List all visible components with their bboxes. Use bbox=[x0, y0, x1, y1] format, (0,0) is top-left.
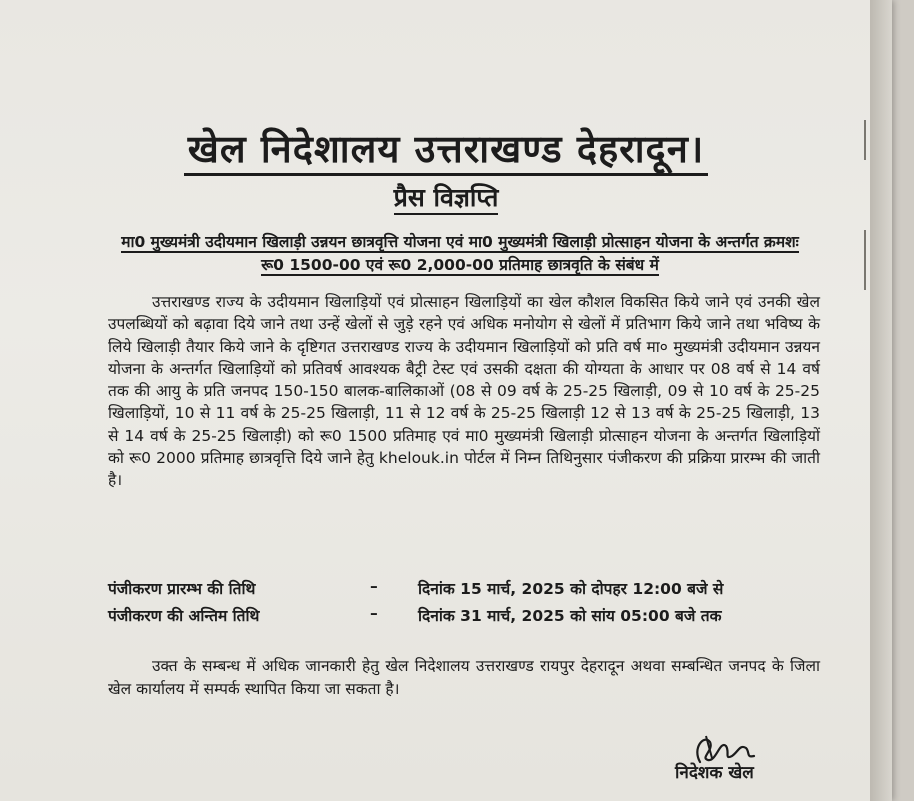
registration-dates bbox=[108, 577, 820, 631]
subject-line-text: मा0 मुख्यमंत्री उदीयमान खिलाड़ी उन्नयन छात्रवृत्ति योजना एवं मा0 मुख्यमंत्री खिलाड़ी प्रोत्साहन योजना के अन्तर्गत क्रमशः रू0 1500-00 एवं रू0 2,000-00 प्रतिमाह छात्रवृति के संबंध में bbox=[121, 233, 799, 274]
subject-line bbox=[110, 231, 810, 277]
date-value: दिनांक 15 मार्च, 2025 को दोपहर 12:00 बजे से bbox=[418, 580, 724, 598]
registration-start-row bbox=[108, 577, 820, 604]
date-label: पंजीकरण की अन्तिम तिथि bbox=[108, 607, 260, 625]
date-label: पंजीकरण प्रारम्भ की तिथि bbox=[108, 580, 256, 598]
press-release-heading bbox=[0, 180, 892, 214]
signatory-title: निदेशक खेल bbox=[675, 763, 754, 783]
document-title bbox=[0, 122, 892, 174]
date-dash: – bbox=[370, 604, 378, 622]
date-dash: – bbox=[370, 577, 378, 595]
registration-end-row bbox=[108, 604, 820, 631]
date-value: दिनांक 31 मार्च, 2025 को सांय 05:00 बजे तक bbox=[418, 607, 722, 625]
contact-paragraph: उक्त के सम्बन्ध में अधिक जानकारी हेतु खेल निदेशालय उत्तराखण्ड रायपुर देहरादून अथवा सम्बन्धित जनपद के जिला खेल कार्यालय में सम्पर्क स्थापित किया जा सकता है। bbox=[108, 657, 820, 698]
document-title-text: खेल निदेशालय उत्तराखण्ड देहरादून। bbox=[184, 127, 708, 176]
scan-mark bbox=[864, 230, 866, 290]
page-edge bbox=[870, 0, 892, 801]
body-paragraph: उत्तराखण्ड राज्य के उदीयमान खिलाड़ियों एवं प्रोत्साहन खिलाड़ियों का खेल कौशल विकसित किये जाने एवं उनकी खेल उपलब्धियों को बढ़ावा दिये जाने तथा उन्हें खेलों से जुड़े रहने एवं अधिक मनोयोग से खेलों में प्रतिभाग किये जाने तथा भविष्य के लिये खिलाड़ी तैयार किये जाने के दृष्टिगत उत्तराखण्ड राज्य के उदीयमान खिलाड़ियों को प्रति वर्ष मा० मुख्यमंत्री उदीयमान उन्नयन योजना के अन्तर्गत खिलाड़ियों को प्रतिवर्ष आवश्यक बैट्री टेस्ट एवं उसकी दक्षता की योग्यता के आधार पर 08 वर्ष से 14 वर्ष तक की आयु के प्रति जनपद 150-150 बालक-बालिकाओं (08 से 09 वर्ष के 25-25 खिलाड़ी, 09 से 10 वर्ष के 25-25 खिलाड़ियों, 10 से 11 वर्ष के 25-25 खिलाड़ी, 11 से 12 वर्ष के 25-25 खिलाड़ी 12 से 13 वर्ष के 25-25 खिलाड़ी, 13 से 14 वर्ष के 25-25 खिलाड़ी) को रू0 1500 प्रतिमाह एवं मा0 मुख्यमंत्री खिलाड़ी प्रोत्साहन योजना के अन्तर्गत खिलाड़ियों को रू0 2000 प्रतिमाह छात्रवृत्ति दिये जाने हेतु khelouk.in पोर्टल में निम्न तिथिनुसार पंजीकरण की प्रक्रिया प्रारम्भ की जाती है। bbox=[108, 293, 820, 490]
press-release-heading-text: प्रैस विज्ञप्ति bbox=[394, 183, 499, 215]
